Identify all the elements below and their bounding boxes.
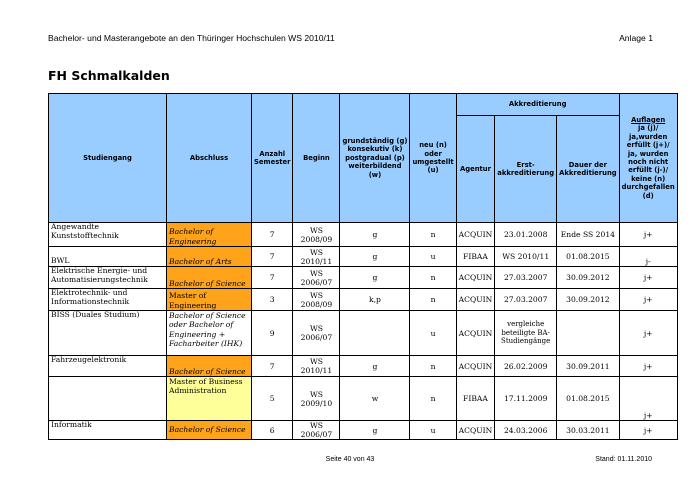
header-anzahl-semester: Anzahl Semester (252, 94, 293, 223)
cell-agentur: ACQUIN (456, 289, 495, 311)
cell-dauer: 01.08.2015 (557, 247, 620, 267)
table-row (49, 289, 678, 311)
cell-typ: k,p (340, 289, 410, 311)
header-auflagen (619, 94, 677, 223)
cell-auflagen: j+ (619, 267, 677, 289)
cell-dauer: 30.03.2011 (557, 421, 620, 440)
cell-typ: g (340, 223, 410, 247)
cell-dauer: Ende SS 2014 (557, 223, 620, 247)
header-agentur: Agentur (456, 116, 495, 223)
header-abschluss: Abschluss (167, 94, 252, 223)
header-studiengang: Studiengang (49, 94, 167, 223)
cell-erst: 17.11.2009 (495, 377, 557, 421)
cell-typ: g (340, 267, 410, 289)
header-beginn: Beginn (293, 94, 340, 223)
cell-dauer: 30.09.2011 (557, 356, 620, 377)
cell-neu: u (410, 311, 456, 356)
cell-agentur: FIBAA (456, 247, 495, 267)
cell-semester: 7 (252, 247, 293, 267)
cell-dauer: 01.08.2015 (557, 377, 620, 421)
auflagen-title: Auflagen (631, 115, 666, 124)
cell-erst: vergleiche beteiligte BA-Studiengänge (495, 311, 557, 356)
accreditation-table (48, 93, 678, 440)
cell-typ: w (340, 377, 410, 421)
cell-agentur: ACQUIN (456, 267, 495, 289)
cell-auflagen: j+ (619, 421, 677, 440)
cell-studiengang: BWL (49, 247, 167, 267)
cell-abschluss: Master of Engineering (167, 289, 252, 311)
cell-erst: 23.01.2008 (495, 223, 557, 247)
cell-beginn: WS 2008/09 (293, 289, 340, 311)
cell-beginn: WS 2010/11 (293, 356, 340, 377)
cell-erst: 24.03.2006 (495, 421, 557, 440)
table-row (49, 311, 678, 356)
cell-agentur: ACQUIN (456, 311, 495, 356)
cell-beginn: WS 2006/07 (293, 421, 340, 440)
cell-abschluss: Bachelor of Science (167, 421, 252, 440)
cell-studiengang: Informatik (49, 421, 167, 440)
table-row (49, 267, 678, 289)
cell-semester: 9 (252, 311, 293, 356)
cell-abschluss: Bachelor of Science (167, 356, 252, 377)
cell-neu: n (410, 267, 456, 289)
cell-erst: WS 2010/11 (495, 247, 557, 267)
document-title: Bachelor- und Masterangebote an den Thüringer Hochschulen WS 2010/11 (48, 33, 335, 43)
cell-semester: 7 (252, 356, 293, 377)
cell-semester: 6 (252, 421, 293, 440)
cell-agentur: ACQUIN (456, 223, 495, 247)
cell-neu: n (410, 289, 456, 311)
cell-typ: g (340, 356, 410, 377)
cell-abschluss: Bachelor of Science (167, 267, 252, 289)
section-title: FH Schmalkalden (48, 68, 170, 83)
cell-abschluss: Bachelor of Arts (167, 247, 252, 267)
cell-erst: 27.03.2007 (495, 289, 557, 311)
header-akkreditierung: Akkreditierung (456, 94, 619, 116)
cell-neu: n (410, 356, 456, 377)
cell-semester: 7 (252, 267, 293, 289)
table-row (49, 421, 678, 440)
cell-beginn: WS 2006/07 (293, 311, 340, 356)
cell-beginn: WS 2006/07 (293, 267, 340, 289)
cell-agentur: FIBAA (456, 377, 495, 421)
cell-semester: 7 (252, 223, 293, 247)
cell-studiengang: Elektrotechnik- und Informationstechnik (49, 289, 167, 311)
cell-typ: g (340, 247, 410, 267)
table-row (49, 223, 678, 247)
cell-abschluss: Bachelor of Engineering (167, 223, 252, 247)
cell-agentur: ACQUIN (456, 421, 495, 440)
cell-studiengang: Fahrzeugelektronik (49, 356, 167, 377)
cell-semester: 3 (252, 289, 293, 311)
cell-typ (340, 311, 410, 356)
header-grundstaendig: grundständig (g) konsekutiv (k) postgradual (p) weiterbildend (w) (340, 94, 410, 223)
cell-studiengang: Angewandte Kunststofftechnik (49, 223, 167, 247)
cell-abschluss: Bachelor of Science oder Bachelor of Engineering + Facharbeiter (IHK) (167, 311, 252, 356)
cell-erst: 27.03.2007 (495, 267, 557, 289)
annex-label: Anlage 1 (619, 33, 653, 43)
cell-abschluss: Master of Business Administration (167, 377, 252, 421)
table-row (49, 247, 678, 267)
cell-dauer: 30.09.2012 (557, 267, 620, 289)
cell-auflagen: j+ (619, 223, 677, 247)
cell-studiengang: Elektrische Energie- und Automatisierungstechnik (49, 267, 167, 289)
table-row (49, 356, 678, 377)
cell-neu: u (410, 421, 456, 440)
cell-agentur: ACQUIN (456, 356, 495, 377)
cell-beginn: WS 2009/10 (293, 377, 340, 421)
cell-neu: n (410, 377, 456, 421)
cell-beginn: WS 2010/11 (293, 247, 340, 267)
header-erstakkreditierung: Erst-akkreditierung (495, 116, 557, 223)
cell-dauer (557, 311, 620, 356)
cell-neu: n (410, 223, 456, 247)
cell-dauer: 30.09.2012 (557, 289, 620, 311)
cell-auflagen: j+ (619, 356, 677, 377)
page-number: Seite 40 von 43 (325, 456, 375, 463)
cell-beginn: WS 2008/09 (293, 223, 340, 247)
cell-erst: 26.02.2009 (495, 356, 557, 377)
header-neu: neu (n) oder umgestellt (u) (410, 94, 456, 223)
cell-semester: 5 (252, 377, 293, 421)
cell-auflagen: j+ (619, 311, 677, 356)
cell-typ: g (340, 421, 410, 440)
cell-auflagen: j- (619, 247, 677, 267)
cell-studiengang (49, 377, 167, 421)
cell-neu: u (410, 247, 456, 267)
auflagen-body: ja (j)/ ja,wurden erfüllt (j+)/ ja, wurden noch nicht erfüllt (j-)/ keine (n) durchgefallen (d) (621, 124, 675, 200)
cell-studiengang: BISS (Duales Studium) (49, 311, 167, 356)
header-dauer: Dauer der Akkreditierung (557, 116, 620, 223)
stand-date: Stand: 01.11.2010 (595, 456, 652, 463)
table-row (49, 377, 678, 421)
cell-auflagen: j+ (619, 377, 677, 421)
cell-auflagen: j+ (619, 289, 677, 311)
